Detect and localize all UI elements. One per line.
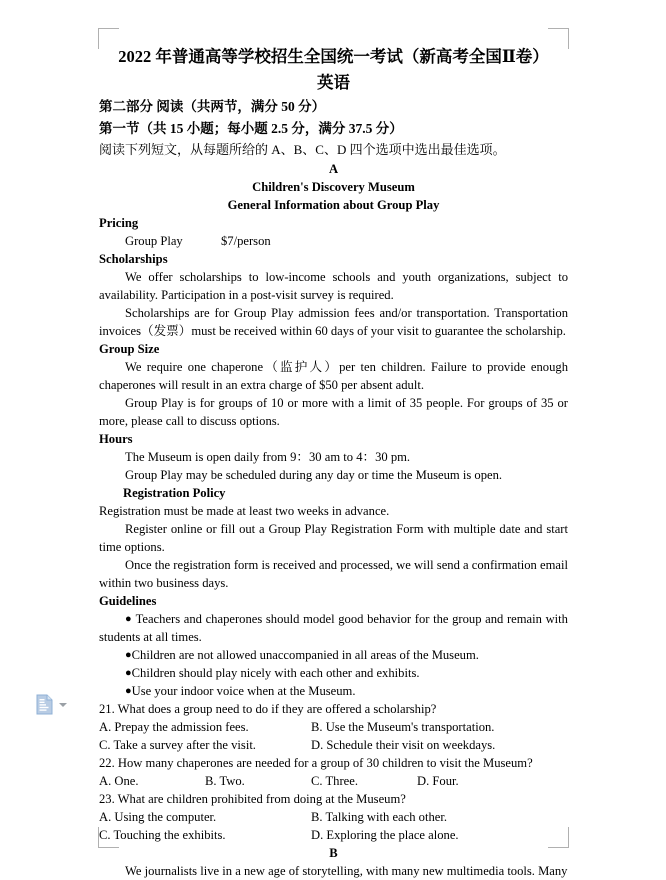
question-number: 21. bbox=[99, 702, 115, 716]
registration-policy-paragraph-2: Register online or fill out a Group Play Registration Form with multiple date and start time options. bbox=[99, 522, 568, 554]
pricing-row bbox=[99, 232, 568, 250]
guideline-item bbox=[99, 664, 568, 682]
question-options-row bbox=[99, 808, 568, 826]
question-number: 22. bbox=[99, 756, 115, 770]
option-c[interactable]: C. Take a survey after the visit. bbox=[99, 738, 256, 752]
pricing-heading: Pricing bbox=[99, 216, 139, 230]
group-size-paragraph-1: We require one chaperone（监护人）per ten children. Failure to provide enough chaperones will result in an extra charge of $50 per absent adult. bbox=[99, 360, 568, 392]
option-c[interactable]: C. Three. bbox=[311, 774, 358, 788]
passage-b-letter: B bbox=[329, 846, 338, 860]
option-a[interactable]: A. One. bbox=[99, 774, 139, 788]
exam-subject: 英语 bbox=[317, 73, 350, 92]
option-d[interactable]: D. Exploring the place alone. bbox=[311, 828, 459, 842]
question-stem bbox=[99, 790, 568, 808]
guideline-item bbox=[99, 682, 568, 700]
reading-instruction: 阅读下列短文，从每题所给的 A、B、C、D 四个选项中选出最佳选项。 bbox=[99, 142, 506, 157]
registration-policy-heading: Registration Policy bbox=[123, 486, 226, 500]
passage-a-letter: A bbox=[328, 162, 339, 176]
option-b[interactable]: B. Talking with each other. bbox=[311, 810, 447, 824]
question-options-row bbox=[99, 826, 568, 844]
question-stem bbox=[99, 754, 568, 772]
document-content bbox=[99, 44, 568, 880]
hours-paragraph-2: Group Play may be scheduled during any day or time the Museum is open. bbox=[125, 468, 503, 482]
paste-options-document-icon[interactable] bbox=[36, 694, 53, 715]
guideline-item-text: Use your indoor voice when at the Museum. bbox=[131, 684, 356, 698]
scholarships-paragraph-1: We offer scholarships to low-income schools and youth organizations, subject to availability. Participation in a post-visit survey is required. bbox=[99, 270, 568, 302]
question-options-row bbox=[99, 736, 568, 754]
question-number: 23. bbox=[99, 792, 115, 806]
guideline-item-text: Children are not allowed unaccompanied in all areas of the Museum. bbox=[131, 648, 479, 662]
paste-options-widget[interactable] bbox=[36, 694, 67, 715]
question-options-row bbox=[99, 718, 568, 736]
registration-policy-paragraph-3: Once the registration form is received and processed, we will send a confirmation email within two business days. bbox=[99, 558, 568, 590]
passage-a-org-name: Children's Discovery Museum bbox=[252, 180, 415, 194]
guideline-item-text: Children should play nicely with each other and exhibits. bbox=[131, 666, 420, 680]
question-stem bbox=[99, 700, 568, 718]
option-b[interactable]: B. Use the Museum's transportation. bbox=[311, 720, 495, 734]
question-text: How many chaperones are needed for a group of 30 children to visit the Museum? bbox=[117, 756, 533, 770]
guideline-item-text: Teachers and chaperones should model good behavior for the group and remain with students at all times. bbox=[99, 612, 568, 644]
option-b[interactable]: B. Two. bbox=[205, 774, 245, 788]
passage-a-subtitle: General Information about Group Play bbox=[227, 198, 440, 212]
bullet-icon: ● bbox=[125, 685, 132, 697]
option-c[interactable]: C. Touching the exhibits. bbox=[99, 828, 226, 842]
question-options-row bbox=[99, 772, 568, 790]
bullet-icon: ● bbox=[125, 613, 133, 625]
option-a[interactable]: A. Prepay the admission fees. bbox=[99, 720, 249, 734]
bullet-icon: ● bbox=[125, 649, 132, 661]
hours-paragraph-1: The Museum is open daily from 9：30 am to 4：30 pm. bbox=[125, 450, 411, 464]
question-text: What are children prohibited from doing at the Museum? bbox=[117, 792, 406, 806]
part-heading: 第二部分 阅读（共两节，满分 50 分） bbox=[99, 99, 326, 114]
option-d[interactable]: D. Four. bbox=[417, 774, 459, 788]
guidelines-heading: Guidelines bbox=[99, 594, 157, 608]
option-d[interactable]: D. Schedule their visit on weekdays. bbox=[311, 738, 496, 752]
group-size-paragraph-2: Group Play is for groups of 10 or more with a limit of 35 people. For groups of 35 or more, please call to discuss options. bbox=[99, 396, 568, 428]
guideline-item bbox=[99, 610, 568, 646]
hours-heading: Hours bbox=[99, 432, 133, 446]
scholarships-paragraph-2: Scholarships are for Group Play admission fees and/or transportation. Transportation invoices（发票）must be received within 60 days of your visit to guarantee the scholarship. bbox=[99, 306, 568, 338]
chevron-down-icon[interactable] bbox=[59, 703, 67, 707]
section-heading: 第一节（共 15 小题；每小题 2.5 分，满分 37.5 分） bbox=[99, 121, 403, 136]
question-text: What does a group need to do if they are offered a scholarship? bbox=[117, 702, 437, 716]
passage-b-paragraph-1: We journalists live in a new age of storytelling, with many new multimedia tools. Many bbox=[125, 864, 568, 878]
guideline-item bbox=[99, 646, 568, 664]
exam-title: 2022 年普通高等学校招生全国统一考试（新高考全国Ⅱ卷） bbox=[118, 47, 549, 66]
option-a[interactable]: A. Using the computer. bbox=[99, 810, 217, 824]
scholarships-heading: Scholarships bbox=[99, 252, 168, 266]
pricing-row-label: Group Play bbox=[125, 234, 183, 248]
group-size-heading: Group Size bbox=[99, 342, 160, 356]
registration-policy-paragraph-1: Registration must be made at least two weeks in advance. bbox=[99, 504, 390, 518]
pricing-row-value: $7/person bbox=[221, 234, 271, 248]
bullet-icon: ● bbox=[125, 667, 132, 679]
